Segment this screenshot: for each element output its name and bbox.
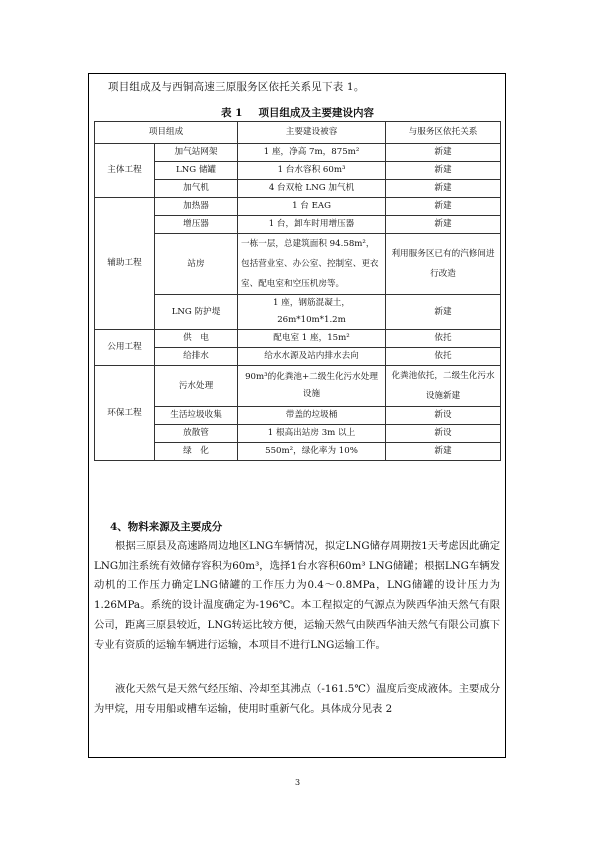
row-content: 90m³的化粪池+二级生化污水处理设施 <box>238 366 386 407</box>
table-row <box>95 330 501 348</box>
row-content: 给水水源及站内排水去向 <box>238 348 386 366</box>
row-relation: 依托 <box>386 330 501 348</box>
table-row <box>95 295 501 330</box>
row-content: 一栋一层，总建筑面积 94.58m²，包括营业室、办公室、控制室、更衣室、配电室和空压机房等。 <box>238 234 386 295</box>
row-relation: 新设 <box>386 425 501 443</box>
table-row <box>95 348 501 366</box>
table-caption-number: 表 1 <box>221 107 243 119</box>
row-relation: 新建 <box>386 216 501 234</box>
row-relation: 新建 <box>386 443 501 461</box>
row-item: LNG 储罐 <box>155 162 238 180</box>
table-row <box>95 144 501 162</box>
group-aux: 辅助工程 <box>95 198 155 330</box>
table-row <box>95 198 501 216</box>
project-composition-table <box>94 121 501 461</box>
paragraph-text: 根据三原县及高速路周边地区LNG车辆情况，拟定LNG储存周期按1天考虑因此确定LNG加注系统有效储存容积为60m³，选择1台水容积60m³ LNG储罐；根据LNG车辆发动机的工作压力确定LNG储罐的工作压力为0.4～0.8MPa，LNG储罐的设计压力为1.26MPa。系统的设计温度确定为-196℃。本工程拟定的气源点为陕西华油天然气有限公司，距离三原县较近，LNG转运比较方便，运输天然气由陕西华油天然气有限公司旗下专业有资质的运输车辆进行运输，本项目不进行LNG运输工作。 <box>94 540 500 651</box>
row-content: 1 根高出站房 3m 以上 <box>238 425 386 443</box>
row-item: 加气站网架 <box>155 144 238 162</box>
row-content: 550m²，绿化率为 10% <box>238 443 386 461</box>
page-number: 3 <box>294 778 301 787</box>
row-content: 带盖的垃圾桶 <box>238 407 386 425</box>
table-caption <box>0 105 595 120</box>
row-content: 4 台双枪 LNG 加气机 <box>238 180 386 198</box>
table-row <box>95 234 501 295</box>
header-content: 主要建设被容 <box>238 122 386 144</box>
row-relation: 利用服务区已有的汽修间进行改造 <box>386 234 501 295</box>
table-row <box>95 443 501 461</box>
row-item: 加气机 <box>155 180 238 198</box>
table-row <box>95 425 501 443</box>
row-relation: 新建 <box>386 295 501 330</box>
row-item: 绿 化 <box>155 443 238 461</box>
row-relation: 新建 <box>386 180 501 198</box>
row-relation: 化粪池依托，二级生化污水设施新建 <box>386 366 501 407</box>
paragraph-text: 液化天然气是天然气经压缩、冷却至其沸点（-161.5℃）温度后变成液体。主要成分为甲烷，用专用船或槽车运输，使用时重新气化。具体成分见表 2 <box>94 683 500 715</box>
header-relation: 与服务区依托关系 <box>386 122 501 144</box>
row-item: 给排水 <box>155 348 238 366</box>
row-content: 1 台 EAG <box>238 198 386 216</box>
row-relation: 依托 <box>386 348 501 366</box>
group-env: 环保工程 <box>95 366 155 461</box>
row-content: 1 座，钢筋混凝土，26m*10m*1.2m <box>238 295 386 330</box>
header-composition: 项目组成 <box>95 122 238 144</box>
group-public: 公用工程 <box>95 330 155 366</box>
group-main: 主体工程 <box>95 144 155 198</box>
table-row <box>95 180 501 198</box>
row-relation: 新建 <box>386 198 501 216</box>
table-row <box>95 407 501 425</box>
table-row <box>95 162 501 180</box>
row-item: 供 电 <box>155 330 238 348</box>
row-content: 配电室 1 座，15m² <box>238 330 386 348</box>
row-content: 1 台水容积 60m³ <box>238 162 386 180</box>
paragraph-material-source <box>94 537 500 655</box>
row-item: LNG 防护堤 <box>155 295 238 330</box>
table-caption-title: 项目组成及主要建设内容 <box>258 107 374 119</box>
table-header-row <box>95 122 501 144</box>
row-item: 增压器 <box>155 216 238 234</box>
table-row <box>95 366 501 407</box>
row-relation: 新建 <box>386 144 501 162</box>
row-item: 加热器 <box>155 198 238 216</box>
row-item: 站房 <box>155 234 238 295</box>
section-heading: 4、物料来源及主要成分 <box>110 521 223 533</box>
row-relation: 新建 <box>386 162 501 180</box>
intro-text: 项目组成及与西铜高速三原服务区依托关系见下表 1。 <box>108 81 365 93</box>
table-row <box>95 216 501 234</box>
paragraph-lng-description <box>94 680 500 719</box>
row-item: 放散管 <box>155 425 238 443</box>
row-relation: 新设 <box>386 407 501 425</box>
row-content: 1 台，卸车时用增压器 <box>238 216 386 234</box>
row-content: 1 座，净高 7m，875m² <box>238 144 386 162</box>
row-item: 生活垃圾收集 <box>155 407 238 425</box>
row-item: 污水处理 <box>155 366 238 407</box>
